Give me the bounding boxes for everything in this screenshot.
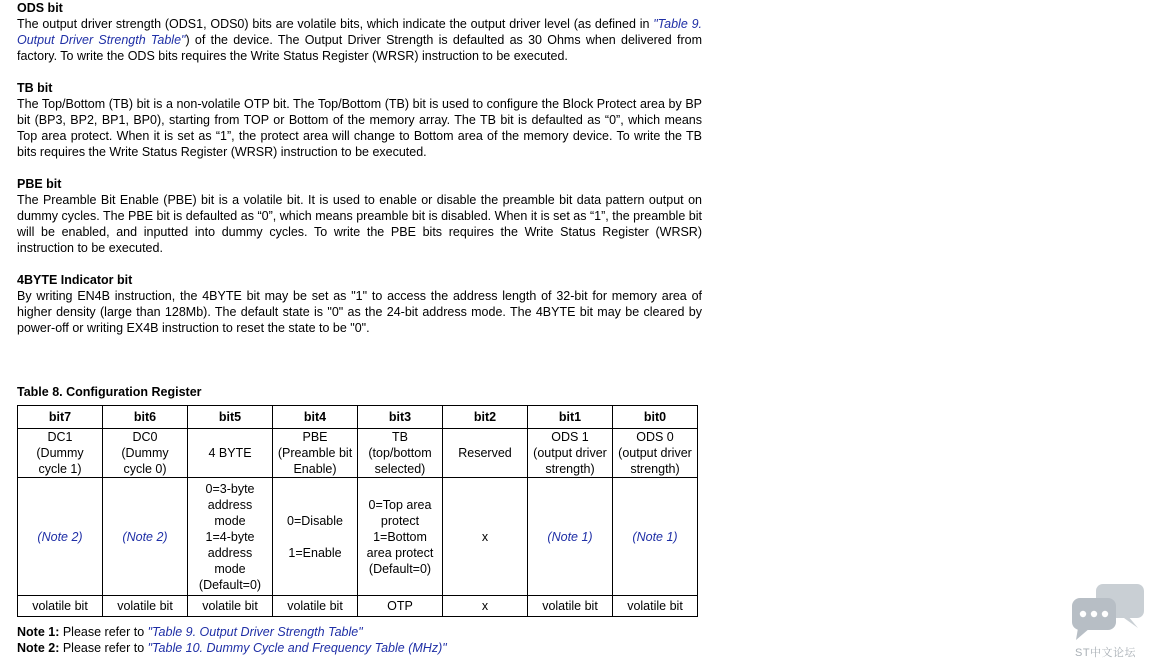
note-link[interactable]: (Note 1) <box>528 478 613 596</box>
table-caption: Table 8. Configuration Register <box>17 385 202 399</box>
table-header-row <box>18 406 698 429</box>
table-notes <box>17 624 447 656</box>
type-cell: volatile bit <box>18 596 103 617</box>
header-cell: bit1 <box>528 406 613 429</box>
header-cell: bit3 <box>358 406 443 429</box>
name-cell: DC1 (Dummy cycle 1) <box>18 429 103 478</box>
name-cell: ODS 1 (output driver strength) <box>528 429 613 478</box>
header-cell: bit0 <box>613 406 698 429</box>
name-cell: TB (top/bottom selected) <box>358 429 443 478</box>
note-1-link[interactable]: "Table 9. Output Driver Strength Table" <box>147 625 363 639</box>
name-cell: 4 BYTE <box>188 429 273 478</box>
value-cell: x <box>443 478 528 596</box>
value-cell: 0=Disable 1=Enable <box>273 478 358 596</box>
section-body: The output driver strength (ODS1, ODS0) bits are volatile bits, which indicate the output driver level (as defined in "Table 9. Output Driver Strength Table") of the device. The Output Driver Strength is defaulted as 30 Ohms when delivered from factory. To write the ODS bits requires the Write Status Register (WRSR) instruction to be executed. <box>17 17 702 63</box>
document-body <box>17 0 702 336</box>
section-ods-bit <box>17 0 702 64</box>
section-title: ODS bit <box>17 1 63 15</box>
section-pbe-bit <box>17 176 702 256</box>
section-body: By writing EN4B instruction, the 4BYTE bit may be set as "1" to access the address length of 32-bit for memory area of higher density (large than 128Mb). The default state is "0" as the 24-bit address mode. The 4BYTE bit may be cleared by power-off or writing EX4B instruction to reset the state to be "0". <box>17 289 702 335</box>
note-2: Note 2: Please refer to "Table 10. Dummy Cycle and Frequency Table (MHz)" <box>17 641 447 655</box>
section-title: PBE bit <box>17 177 62 191</box>
section-4byte-bit <box>17 272 702 336</box>
section-body: The Top/Bottom (TB) bit is a non-volatile OTP bit. The Top/Bottom (TB) bit is used to configure the Block Protect area by BP bit (BP3, BP2, BP1, BP0), starting from TOP or Bottom of the memory array. The TB bit is defaulted as “0”, which means Top area protect. When it is set as “1”, the protect area will change to Bottom area of the memory device. To write the TB bits requires the Write Status Register (WRSR) instruction to be executed. <box>17 97 702 159</box>
section-tb-bit <box>17 80 702 160</box>
type-cell: volatile bit <box>103 596 188 617</box>
table-row-types <box>18 596 698 617</box>
value-cell: 0=Top area protect 1=Bottom area protect (Default=0) <box>358 478 443 596</box>
note-link[interactable]: (Note 2) <box>18 478 103 596</box>
header-cell: bit4 <box>273 406 358 429</box>
type-cell: x <box>443 596 528 617</box>
type-cell: volatile bit <box>528 596 613 617</box>
name-cell: DC0 (Dummy cycle 0) <box>103 429 188 478</box>
value-cell: 0=3-byte address mode 1=4-byte address mode (Default=0) <box>188 478 273 596</box>
section-title: 4BYTE Indicator bit <box>17 273 133 287</box>
note-2-link[interactable]: "Table 10. Dummy Cycle and Frequency Table (MHz)" <box>147 641 447 655</box>
note-1: Note 1: Please refer to "Table 9. Output Driver Strength Table" <box>17 625 363 639</box>
configuration-register-table <box>17 405 698 617</box>
watermark-text: ST中文论坛 <box>1075 647 1137 659</box>
note-link[interactable]: (Note 1) <box>613 478 698 596</box>
type-cell: volatile bit <box>273 596 358 617</box>
type-cell: OTP <box>358 596 443 617</box>
name-cell: PBE (Preamble bit Enable) <box>273 429 358 478</box>
table-row-names <box>18 429 698 478</box>
type-cell: volatile bit <box>188 596 273 617</box>
section-body: The Preamble Bit Enable (PBE) bit is a volatile bit. It is used to enable or disable the preamble bit data pattern output on dummy cycles. The PBE bit is defaulted as “0”, which means preamble bit is disabled. When it is set as “1”, the preamble bit will be enabled, and inputted into dummy cycles. To write the PBE bits requires the Write Status Register (WRSR) instruction to be executed. <box>17 193 702 255</box>
section-title: TB bit <box>17 81 53 95</box>
type-cell: volatile bit <box>613 596 698 617</box>
table-row-values <box>18 478 698 596</box>
header-cell: bit6 <box>103 406 188 429</box>
header-cell: bit2 <box>443 406 528 429</box>
name-cell: ODS 0 (output driver strength) <box>613 429 698 478</box>
name-cell: Reserved <box>443 429 528 478</box>
note-link[interactable]: (Note 2) <box>103 478 188 596</box>
header-cell: bit5 <box>188 406 273 429</box>
header-cell: bit7 <box>18 406 103 429</box>
table9-link[interactable]: "Table 9. Output Driver Strength Table" <box>17 17 702 47</box>
